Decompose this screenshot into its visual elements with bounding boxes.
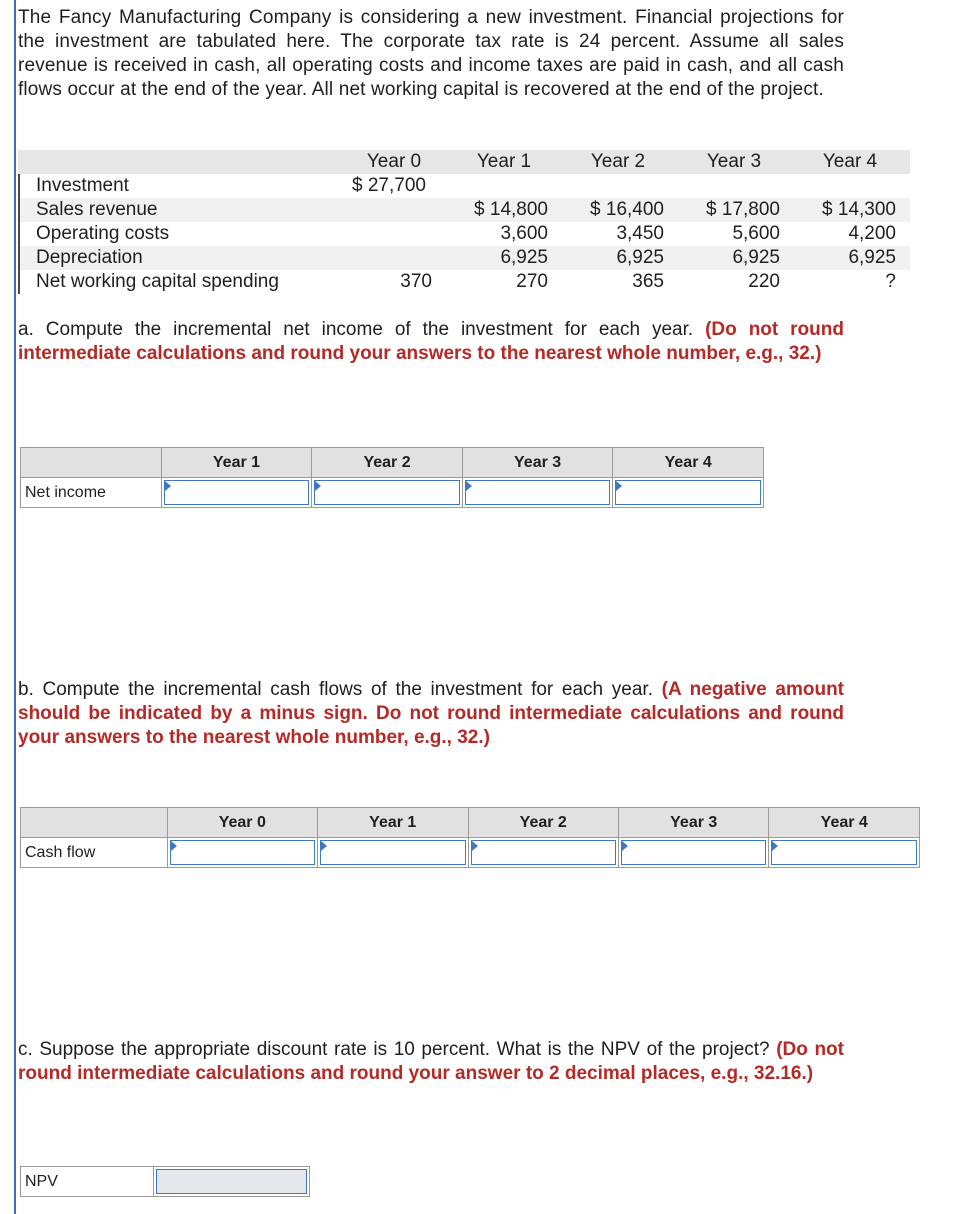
left-margin-bar <box>14 0 16 1214</box>
corner-cell <box>21 448 162 478</box>
net-income-input-year-4[interactable] <box>613 478 764 508</box>
value-depr-y3: 6,925 <box>732 247 780 268</box>
net-income-table <box>20 447 764 508</box>
question-c-text: Suppose the appropriate discount rate is 10 percent. What is the NPV of the project? <box>32 1039 770 1060</box>
cash-flow-input-year-0[interactable] <box>167 838 317 868</box>
value-nwc-y3: 220 <box>748 271 780 292</box>
question-c <box>18 1038 844 1086</box>
cash-flow-label: Cash flow <box>21 838 168 868</box>
question-b <box>18 678 844 750</box>
row-label-nwc-spending: Net working capital spending <box>36 271 279 292</box>
value-depr-y1: 6,925 <box>500 247 548 268</box>
value-opcost-y3: 5,600 <box>732 223 780 244</box>
value-investment-y0: $ 27,700 <box>352 175 426 196</box>
net-income-input-year-1[interactable] <box>161 478 312 508</box>
value-depr-y4: 6,925 <box>848 247 896 268</box>
value-sales-y3: $ 17,800 <box>706 199 780 220</box>
row-label-sales-revenue: Sales revenue <box>36 199 158 220</box>
header-year-4: Year 4 <box>822 151 878 172</box>
net-income-input-year-3[interactable] <box>462 478 613 508</box>
input-marker-icon <box>171 841 177 851</box>
question-a-instruction: (Do not round intermediate calculations and round your answers to the nearest whole number, e.g., 32.) <box>18 319 844 364</box>
value-nwc-y2: 365 <box>632 271 664 292</box>
question-a-text: Compute the incremental net income of the investment for each year. <box>33 319 694 340</box>
npv-input[interactable] <box>153 1167 309 1197</box>
question-c-instruction: (Do not round intermediate calculations and round your answer to 2 decimal places, e.g., 32.16.) <box>18 1039 844 1084</box>
row-label-depreciation: Depreciation <box>36 247 143 268</box>
input-marker-icon <box>165 481 171 491</box>
value-nwc-y4: ? <box>885 271 896 292</box>
value-nwc-y1: 270 <box>516 271 548 292</box>
cash-flow-input-year-1[interactable] <box>318 838 468 868</box>
cash-flow-input-year-3[interactable] <box>618 838 768 868</box>
input-marker-icon <box>315 481 321 491</box>
input-marker-icon <box>472 841 478 851</box>
net-income-label: Net income <box>21 478 162 508</box>
cf-header-year-2: Year 2 <box>468 808 618 838</box>
input-marker-icon <box>622 841 628 851</box>
problem-intro: The Fancy Manufacturing Company is considering a new investment. Financial projections for the investment are tabulated here. The corporate tax rate is 24 percent. Assume all sales revenue is received in cash, all operating costs and income taxes are paid in cash, and all cash flows occur at the end of the year. All net working capital is recovered at the end of the project. <box>18 7 844 100</box>
value-depr-y2: 6,925 <box>616 247 664 268</box>
ni-header-year-1: Year 1 <box>161 448 312 478</box>
net-income-input-year-2[interactable] <box>312 478 463 508</box>
question-c-letter: c. <box>18 1039 33 1060</box>
value-opcost-y4: 4,200 <box>848 223 896 244</box>
value-sales-y4: $ 14,300 <box>822 199 896 220</box>
row-label-operating-costs: Operating costs <box>36 223 170 244</box>
ni-header-year-4: Year 4 <box>613 448 764 478</box>
question-a-letter: a. <box>18 319 34 340</box>
cash-flow-input-year-4[interactable] <box>769 838 920 868</box>
header-year-3: Year 3 <box>706 151 762 172</box>
value-opcost-y1: 3,600 <box>500 223 548 244</box>
value-sales-y1: $ 14,800 <box>474 199 548 220</box>
question-b-text: Compute the incremental cash flows of the investment for each year. <box>33 679 653 700</box>
input-marker-icon <box>616 481 622 491</box>
value-opcost-y2: 3,450 <box>616 223 664 244</box>
value-sales-y2: $ 16,400 <box>590 199 664 220</box>
input-marker-icon <box>466 481 472 491</box>
row-label-investment: Investment <box>36 175 129 196</box>
cf-header-year-3: Year 3 <box>618 808 768 838</box>
value-nwc-y0: 370 <box>400 271 432 292</box>
cf-header-year-0: Year 0 <box>167 808 317 838</box>
npv-table <box>20 1166 310 1197</box>
question-b-instruction: (A negative amount should be indicated by a minus sign. Do not round intermediate calculations and round your answers to the nearest whole number, e.g., 32.) <box>18 679 845 748</box>
input-marker-icon <box>321 841 327 851</box>
cash-flow-table <box>20 807 920 868</box>
question-a <box>18 318 844 366</box>
ni-header-year-2: Year 2 <box>312 448 463 478</box>
header-year-1: Year 1 <box>476 151 532 172</box>
header-year-2: Year 2 <box>590 151 646 172</box>
cf-header-year-4: Year 4 <box>769 808 920 838</box>
cf-header-year-1: Year 1 <box>318 808 468 838</box>
ni-header-year-3: Year 3 <box>462 448 613 478</box>
question-b-letter: b. <box>18 679 34 700</box>
input-marker-icon <box>772 841 778 851</box>
header-year-0: Year 0 <box>366 151 422 172</box>
npv-label: NPV <box>21 1167 154 1197</box>
cash-flow-input-year-2[interactable] <box>468 838 618 868</box>
corner-cell <box>21 808 168 838</box>
table-left-rule <box>18 174 20 294</box>
